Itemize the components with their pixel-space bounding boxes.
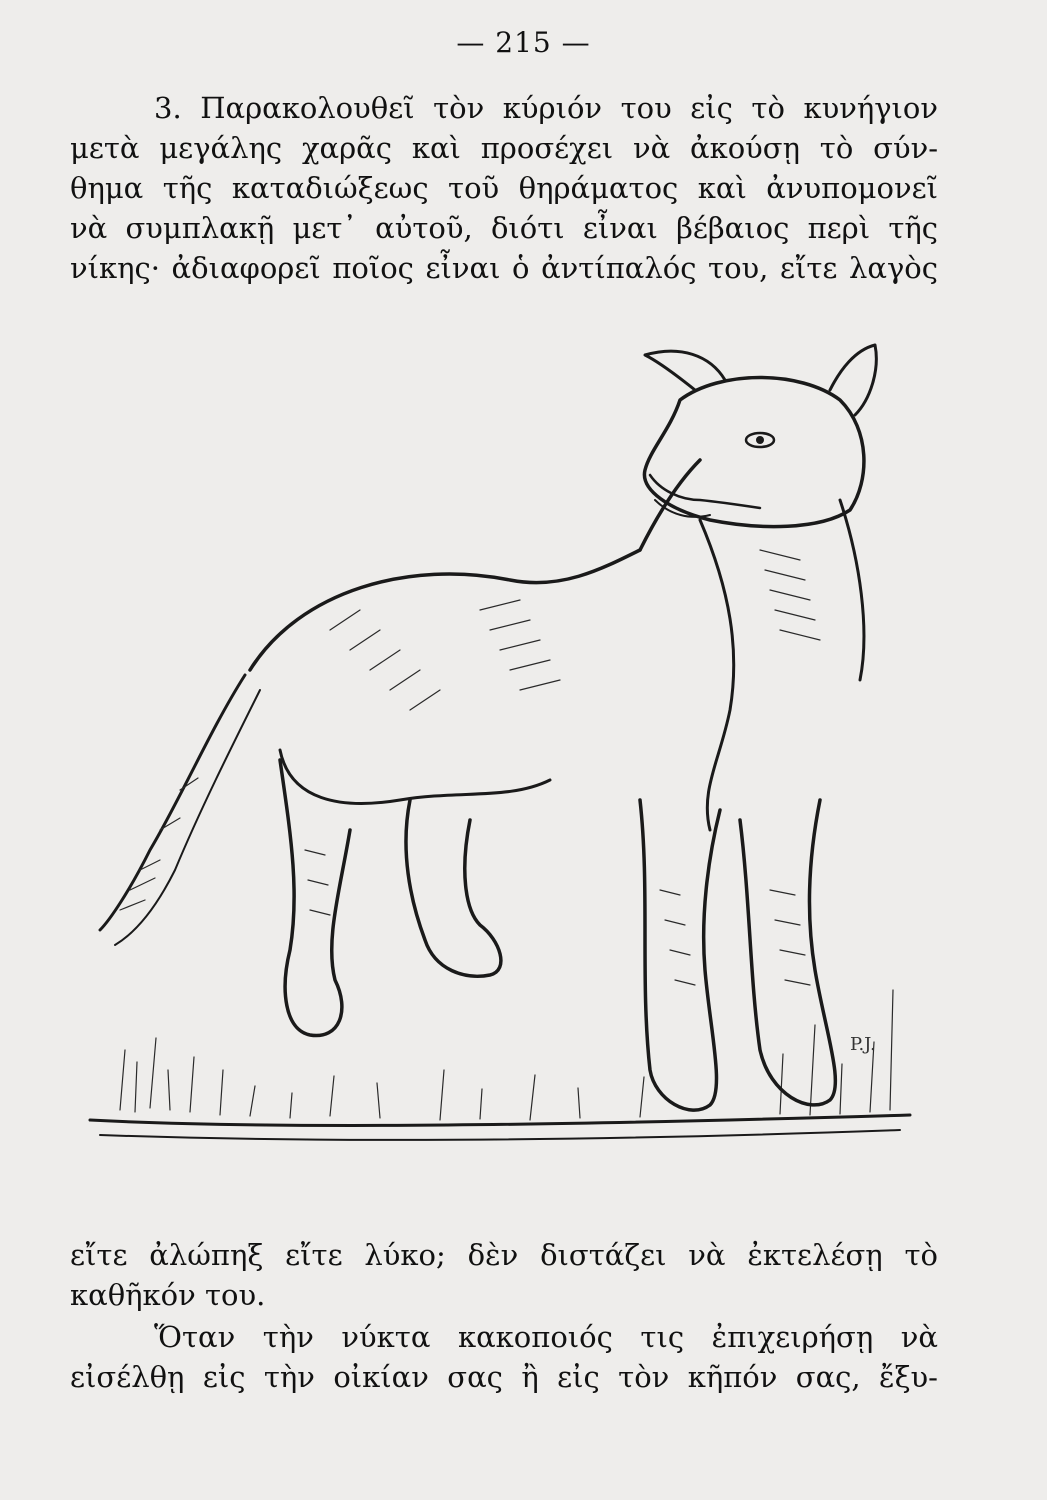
- text-line: νίκης· ἀδιαφορεῖ ποῖος εἶναι ὁ ἀντίπαλός του, εἴτε λαγὸς: [70, 251, 938, 285]
- text-line: νὰ συμπλακῇ μετ᾽ αὐτοῦ, διότι εἶναι βέβαιος περὶ τῆς: [70, 211, 938, 245]
- text-line: Ὅταν τὴν νύκτα κακοποιός τις ἐπιχειρήσῃ νὰ: [154, 1320, 938, 1354]
- text-line: καθῆκόν του.: [70, 1278, 266, 1312]
- paragraph-3: [70, 1317, 938, 1397]
- page-number: — 215 —: [456, 26, 591, 59]
- text-line: εἰσέλθῃ εἰς τὴν οἰκίαν σας ἢ εἰς τὸν κῆπόν σας, ἔξυ-: [70, 1360, 938, 1394]
- paragraph-2: [70, 1235, 938, 1315]
- text-line: θημα τῆς καταδιώξεως τοῦ θηράματος καὶ ἀνυπομονεῖ: [70, 171, 938, 205]
- text-line: μετὰ μεγάλης χαρᾶς καὶ προσέχει νὰ ἀκούσῃ τὸ σύν-: [70, 131, 938, 165]
- text-line: εἴτε ἀλώπηξ εἴτε λύκο; δὲν διστάζει νὰ ἐκτελέσῃ τὸ: [70, 1238, 938, 1272]
- dog-illustration: [80, 330, 940, 1170]
- dog-sketch-icon: [80, 330, 940, 1170]
- text-line: 3. Παρακολουθεῖ τὸν κύριόν του εἰς τὸ κυνήγιον: [154, 91, 938, 125]
- artist-signature: P.J.: [850, 1034, 876, 1055]
- paragraph-1: [70, 88, 938, 288]
